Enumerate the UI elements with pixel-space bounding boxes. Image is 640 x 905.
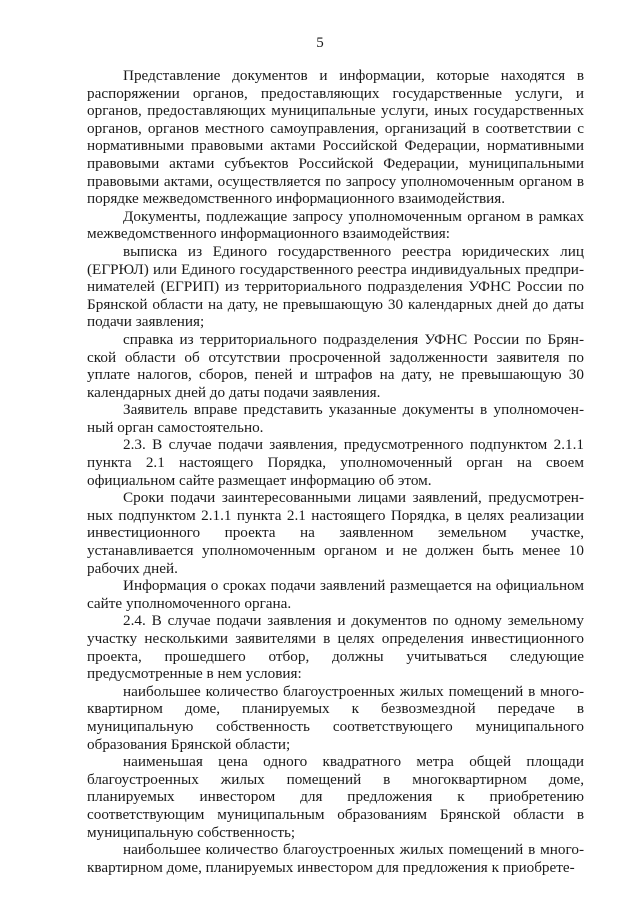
- paragraph-submission-terms: Сроки подачи заинтересованными лицами заявлений, предусмотренных подпунктом 2.1.1 пункта 2.1 настоящего Порядка, в целях реализации инвестиционного проекта на заявленном земельном участке, устанавливается уполномоченным органом и не должен быть менее 10 рабочих дней.: [87, 489, 584, 577]
- paragraph-terms-info: Информация о сроках подачи заявлений размещается на официальном сайте уполномоченного органа.: [87, 577, 584, 612]
- paragraph-condition-purchase-offer: наибольшее количество благоустроенных жилых помещений в многоквартирном доме, планируемых инвестором для предложения к приобрете-: [87, 841, 584, 876]
- paragraph-applicant-right: Заявитель вправе представить указанные документы в уполномоченный орган самостоятельно.: [87, 401, 584, 436]
- paragraph-egrul-extract: выписка из Единого государственного реестра юридических лиц (ЕГРЮЛ) или Единого государственного реестра индивидуальных предпринимателей (ЕГРИП) из территориального подразделения УФНС России по Брянской области на дату, не превышающую 30 календарных дней до даты подачи заявления;: [87, 242, 584, 331]
- paragraph-tax-certificate: справка из территориального подразделения УФНС России по Брянской области об отсутствии просроченной задолженности заявителя по уплате налогов, сборов, пеней и штрафов на дату, не превышающую 30 календарных дней до даты подачи заявления.: [87, 330, 584, 401]
- paragraph-clause-2-3: 2.3. В случае подачи заявления, предусмотренного подпунктом 2.1.1 пункта 2.1 настоящего Порядка, уполномоченный орган на своем официальном сайте размещает информацию об этом.: [87, 436, 584, 489]
- paragraph-clause-2-4: 2.4. В случае подачи заявления и документов по одному земельному участку несколькими заявителями в целях определения инвестиционного проекта, прошедшего отбор, должны учитываться следующие предусмотренные в нем условия:: [87, 612, 584, 683]
- paragraph-documents-to-request: Документы, подлежащие запросу уполномоченным органом в рамках межведомственного информационного взаимодействия:: [87, 207, 584, 243]
- page-number: 5: [316, 35, 324, 51]
- paragraph-condition-free-transfer: наибольшее количество благоустроенных жилых помещений в многоквартирном доме, планируемых к безвозмездной передаче в муниципальную собственность соответствующего муниципального образования Брянской области;: [87, 682, 584, 753]
- document-body: [87, 67, 584, 876]
- paragraph-documents-provision: Представление документов и информации, которые находятся в распоряжении органов, предоставляющих государственные услуги, и органов, предоставляющих муниципальные услуги, иных государственных органов, органов местного самоуправления, организаций в соответствии с нормативными правовыми актами Российской Федерации, нормативными правовыми актами субъектов Российской Федерации, муниципальными правовыми актами, осуществляется по запросу уполномоченным органом в порядке межведомственного информационного взаимодействия.: [87, 67, 584, 208]
- paragraph-condition-lowest-price: наименьшая цена одного квадратного метра общей площади благоустроенных жилых помещений в многоквартирном доме, планируемых инвестором для предложения к приобретению соответствующим муниципальным образованиям Брянской области в муниципальную собственность;: [87, 753, 584, 841]
